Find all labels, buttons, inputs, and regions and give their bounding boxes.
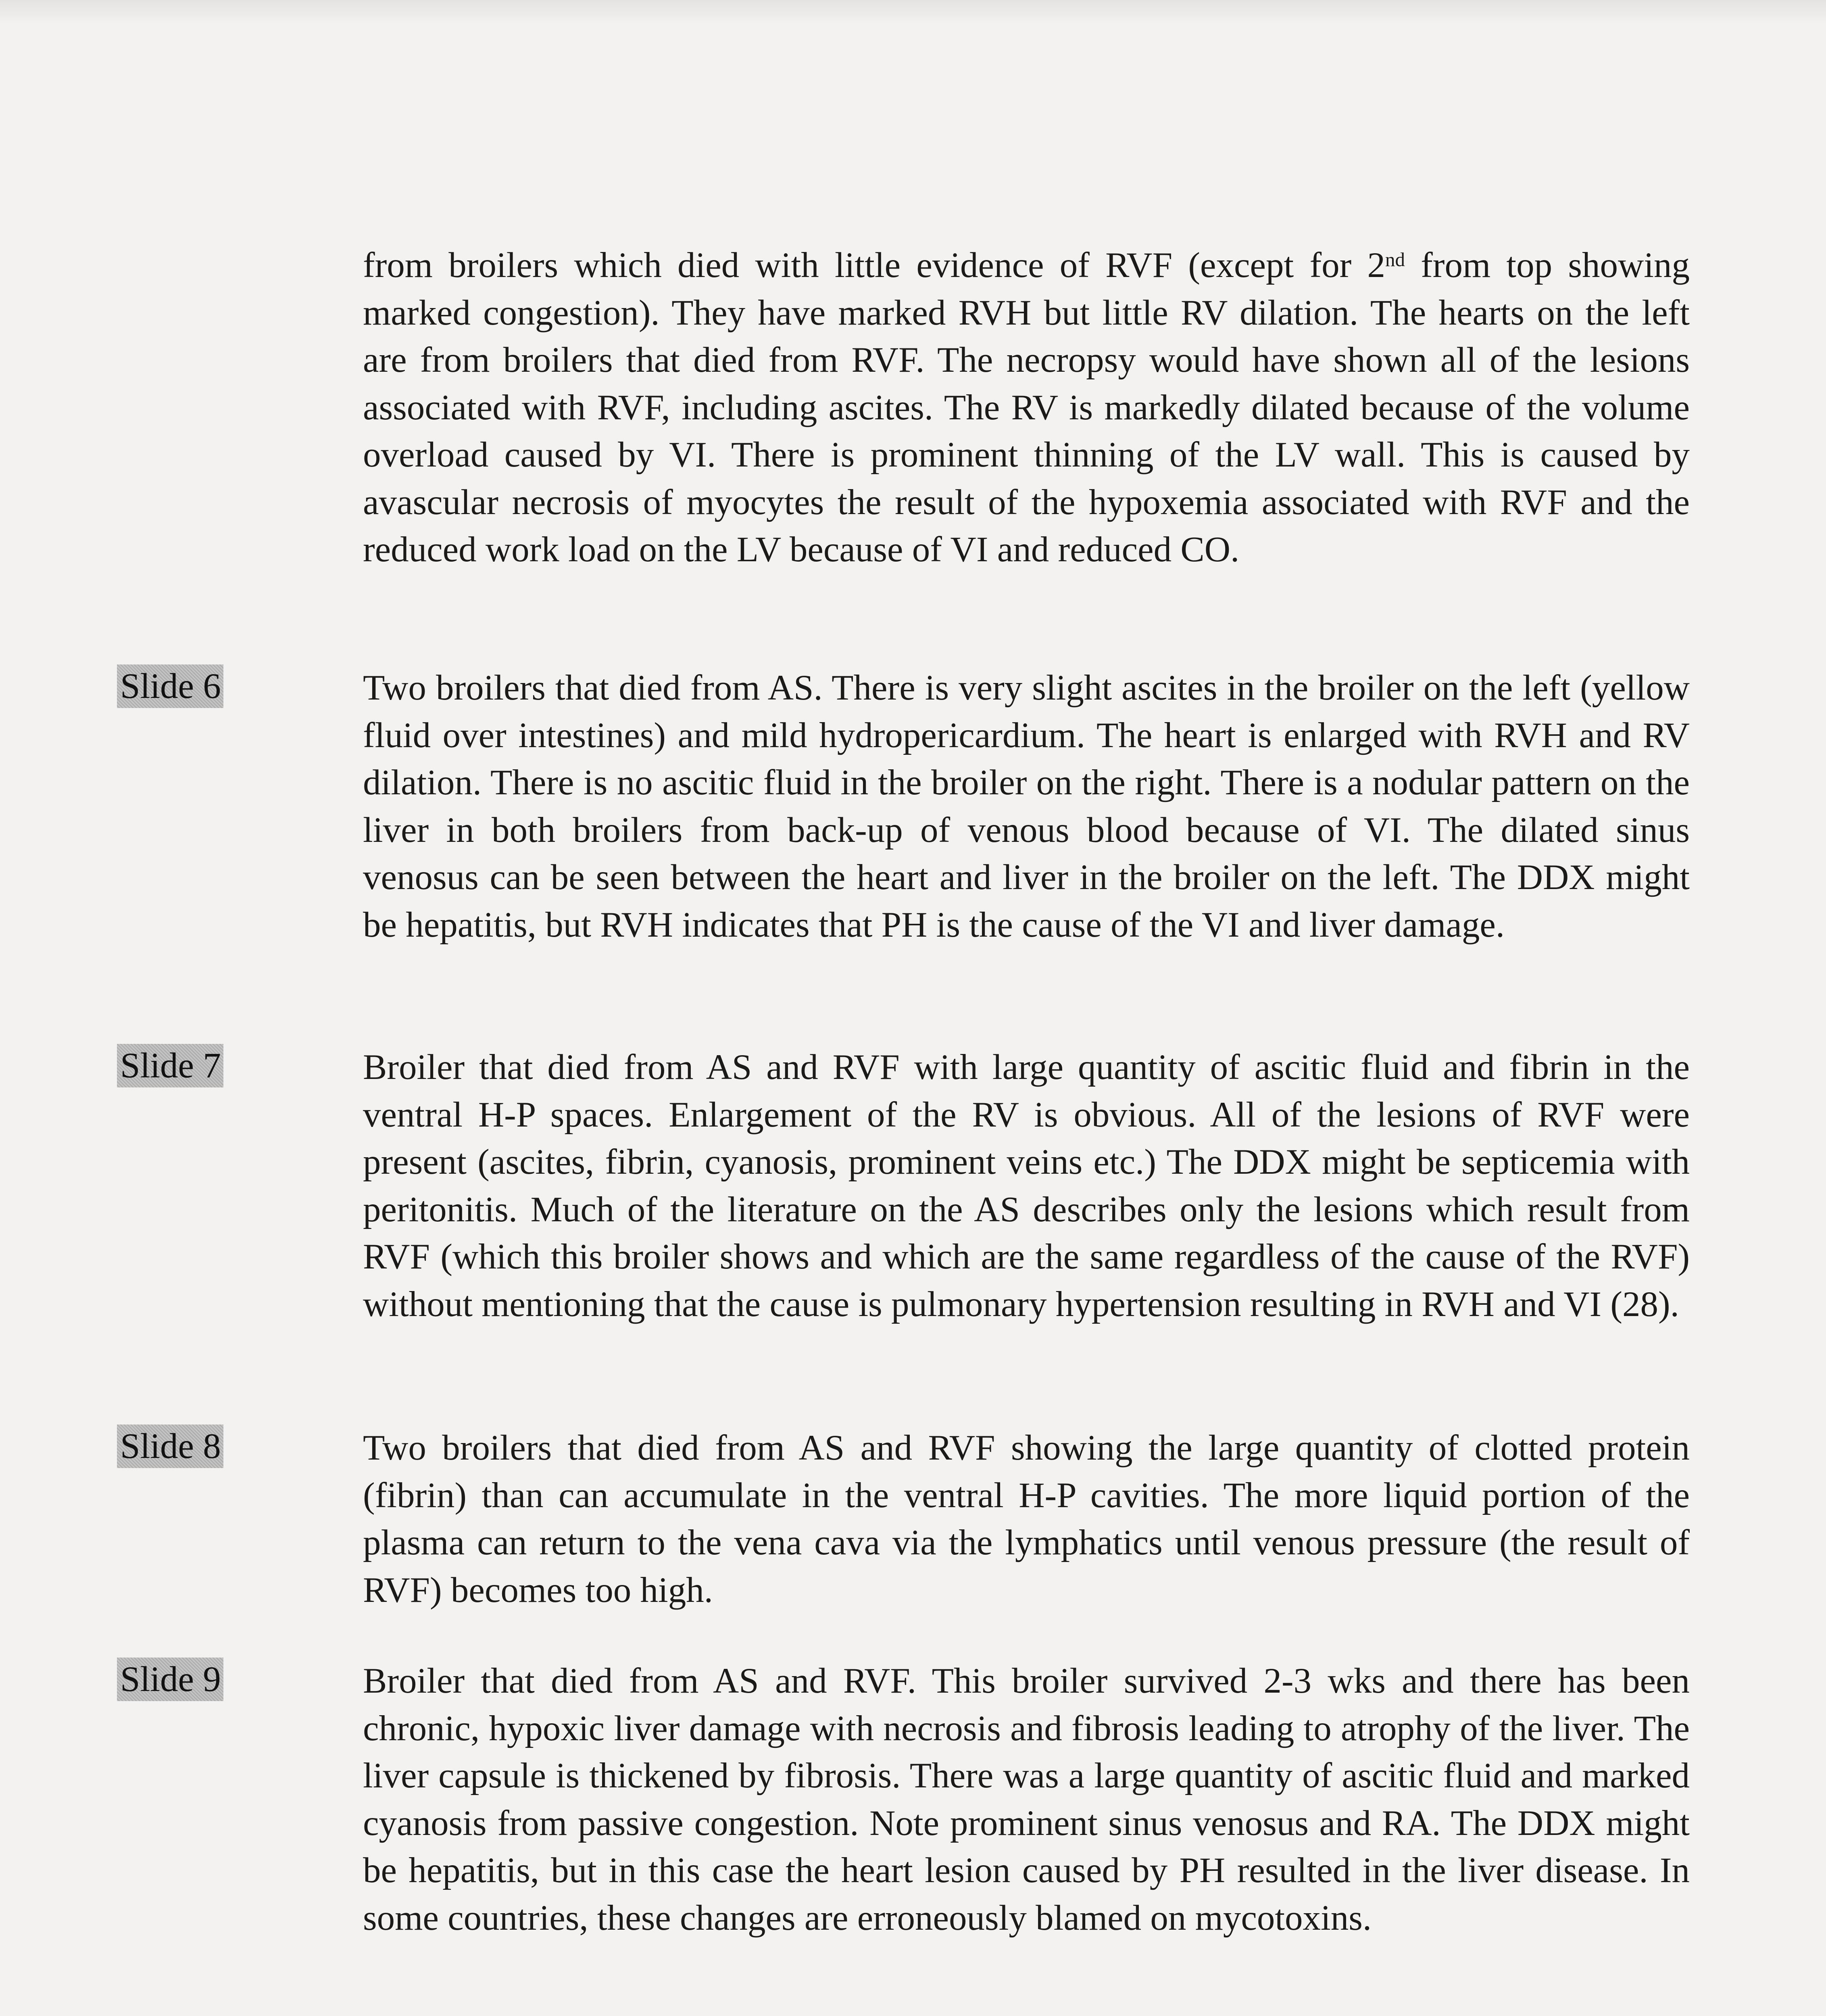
continuation-text-end: from top showing marked congestion). They have marked RVH but little RV dilation. The hearts on the left are from broilers that died from RVF. The necropsy would have shown all of the lesions associated with RVF, including ascites. The RV is markedly dilated because of the volume overload caused by VI. There is prominent thinning of the LV wall. This is caused by avascular necrosis of myocytes the result of the hypoxemia associated with RVF and the reduced work load on the LV because of VI and reduced CO.	[363, 246, 1690, 569]
slide-7-label: Slide 7	[117, 1044, 223, 1087]
scan-top-shading	[0, 0, 1826, 24]
slide-8-label: Slide 8	[117, 1425, 223, 1468]
ordinal-superscript: nd	[1385, 248, 1405, 271]
slide-9-label: Slide 9	[117, 1658, 223, 1701]
slide-9-description: Broiler that died from AS and RVF. This broiler survived 2-3 wks and there has been chronic, hypoxic liver damage with necrosis and fibrosis leading to atrophy of the liver. The liver capsule is thickened by fibrosis. There was a large quantity of ascitic fluid and marked cyanosis from passive congestion. Note prominent sinus venosus and RA. The DDX might be hepatitis, but in this case the heart lesion caused by PH resulted in the liver disease. In some countries, these changes are erroneously blamed on mycotoxins.	[363, 1661, 1690, 1938]
slide-7-description: Broiler that died from AS and RVF with large quantity of ascitic fluid and fibrin in the ventral H-P spaces. Enlargement of the RV is obvious. All of the lesions of RVF were present (ascites, fibrin, cyanosis, prominent veins etc.) The DDX might be septicemia with peritonitis. Much of the literature on the AS describes only the lesions which result from RVF (which this broiler shows and which are the same regardless of the cause of the RVF) without mentioning that the cause is pulmonary hypertension resulting in RVH and VI (28).	[363, 1048, 1690, 1324]
slide-6-description: Two broilers that died from AS. There is very slight ascites in the broiler on the left (yellow fluid over intestines) and mild hydropericardium. The heart is enlarged with RVH and RV dilation. There is no ascitic fluid in the broiler on the right. There is a nodular pattern on the liver in both broilers from back-up of venous blood because of VI. The dilated sinus venosus can be seen between the heart and liver in the broiler on the left. The DDX might be hepatitis, but RVH indicates that PH is the cause of the VI and liver damage.	[363, 668, 1690, 945]
slide-8-description: Two broilers that died from AS and RVF showing the large quantity of clotted protein (fibrin) than can accumulate in the ventral H-P cavities. The more liquid portion of the plasma can return to the vena cava via the lymphatics until venous pressure (the result of RVF) becomes too high.	[363, 1428, 1690, 1610]
slide-6-label: Slide 6	[117, 664, 223, 708]
continuation-paragraph	[363, 242, 1690, 574]
continuation-text-start: from broilers which died with little evidence of RVF (except for 2	[363, 246, 1385, 285]
